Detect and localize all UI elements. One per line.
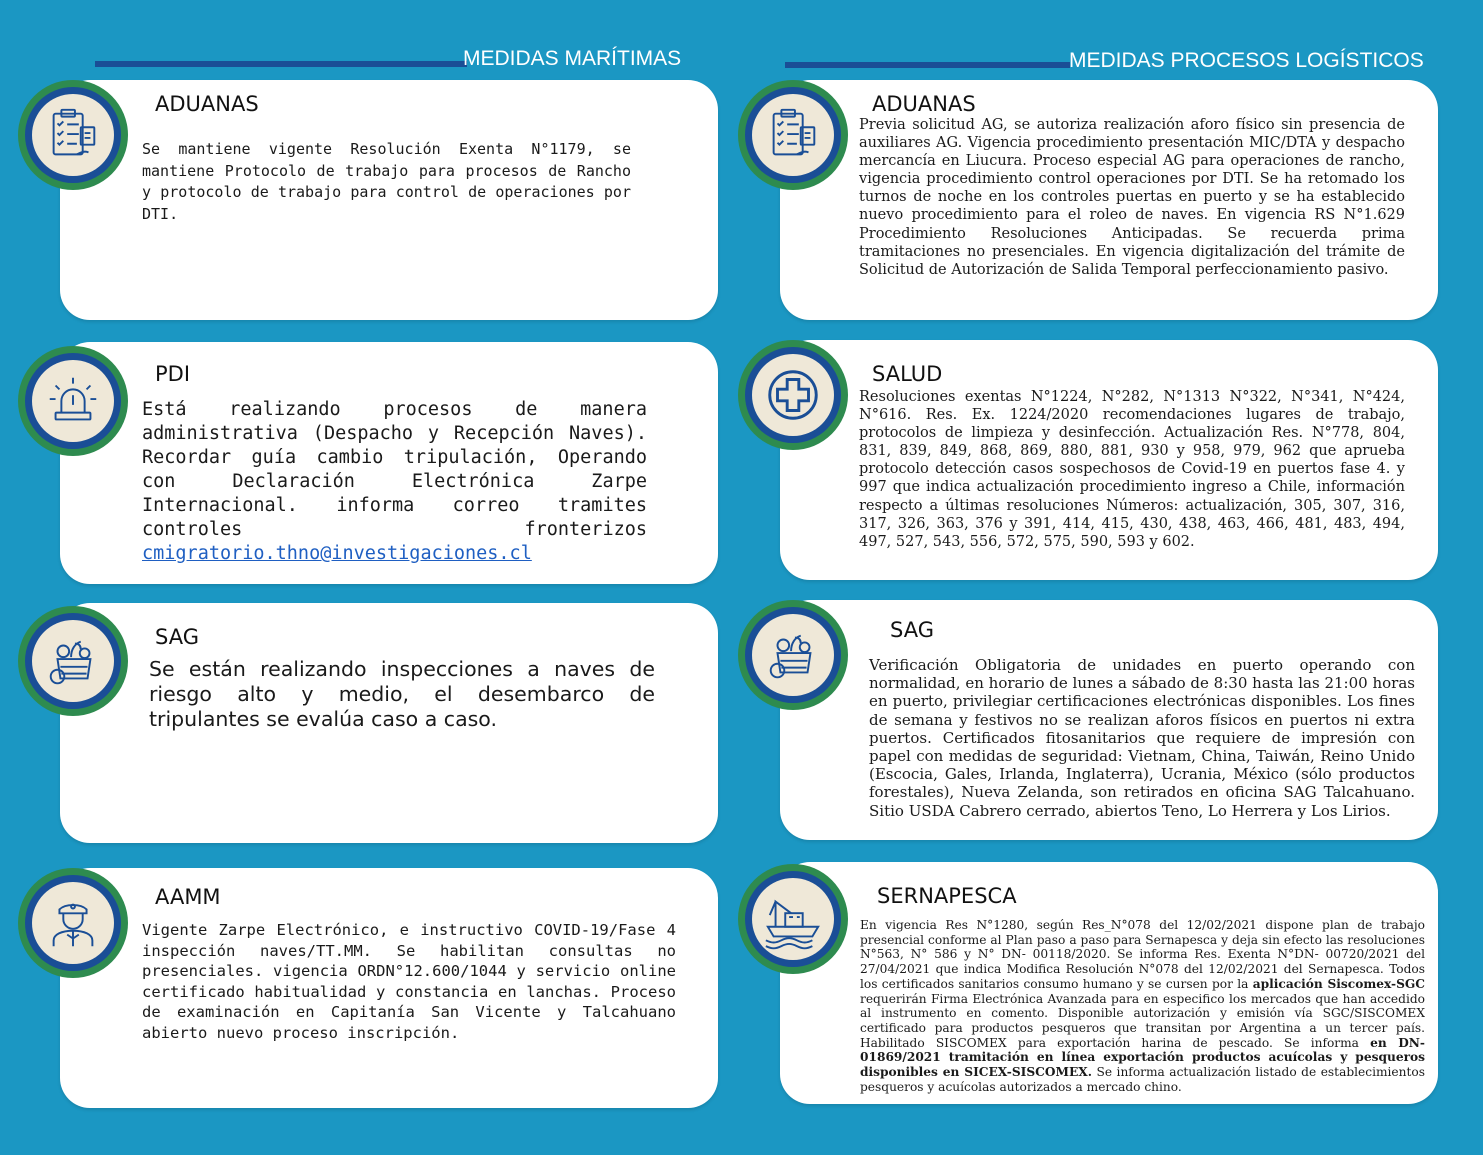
card-title: ADUANAS — [872, 92, 976, 116]
card-title: SAG — [890, 618, 934, 642]
header-title: MEDIDAS PROCESOS LOGÍSTICOS — [1069, 49, 1424, 72]
card-text: Se informa actualización listado de establecimientos pesqueros y acuícolas autorizados a mercado chino. — [860, 1065, 1425, 1094]
icon-badge — [738, 600, 848, 710]
icon-badge — [18, 346, 128, 456]
card-title: PDI — [155, 362, 191, 386]
card-title: SERNAPESCA — [877, 884, 1017, 908]
header-bar — [95, 61, 467, 67]
card-text: Previa solicitud AG, se autoriza realización aforo físico sin presencia de auxiliares AG. Vigencia procedimiento presentación MIC/DTA y despacho mercancía en Liucura. Proceso especial AG para operaciones de rancho, vigencia procedimiento control operaciones por DTI. Se ha retomado los turnos de noche en los controles puertas en puerto y se ha establecido nuevo procedimiento para el roleo de naves. En vigencia RS N°1.629 Procedimiento Resoluciones Anticipadas. Se recuerda prima tramitaciones no presenciales. En vigencia digitalización del trámite de Solicitud de Autorización de Salida Temporal perfeccionamiento pasivo. — [859, 117, 1405, 278]
icon-badge — [738, 80, 848, 190]
email-link[interactable]: cmigratorio.thno@investigaciones.cl — [142, 543, 532, 564]
medical-cross-icon — [762, 364, 824, 426]
card-text-bold: aplicación Siscomex-SGC — [1252, 976, 1425, 991]
icon-badge — [738, 340, 848, 450]
header-title: MEDIDAS MARÍTIMAS — [463, 47, 682, 70]
clipboard-checklist-icon — [762, 104, 824, 166]
card-text: Vigente Zarpe Electrónico, e instructivo COVID-19/Fase 4 inspección naves/TT.MM. Se habilitan consultas no presenciales. vigencia ORDN°12.600/1044 y servicio online certificado habitualidad y constancia en lanchas. Proceso de examinación en Capitanía San Vicente y Talcahuano abierto nuevo proceso inscripción. — [142, 921, 676, 1042]
naval-officer-icon — [42, 892, 104, 954]
card-text: Se están realizando inspecciones a naves de riesgo alto y medio, el desembarco de tripulantes se evalúa caso a caso. — [149, 657, 655, 731]
card-title: SALUD — [872, 362, 943, 386]
produce-basket-icon — [762, 624, 824, 686]
card-title: SAG — [155, 625, 199, 649]
siren-light-icon — [42, 370, 104, 432]
clipboard-checklist-icon — [42, 104, 104, 166]
card-title: AAMM — [155, 885, 221, 909]
card-text-block — [860, 918, 1425, 1094]
header-medidas-maritimas — [95, 44, 715, 84]
card-text: requerirán Firma Electrónica Avanzada para en especifico los mercados que han accedido al instrumento en comento. Disponible autorización y emisión vía SGC/SISCOMEX certificado para productos pesqueros que transitan por Argentina a un tercer país. Habilitado SISCOMEX para exportación harina de pescado. Se informa — [860, 991, 1425, 1050]
card-text: Verificación Obligatoria de unidades en puerto operando con normalidad, en horario de lunes a sábado de 8:30 hasta las 21:00 horas en puerto, privilegiar certificaciones electrónicas disponibles. Los fines de semana y festivos no se realizan aforos físicos en puertos ni extra puertos. Certificados fitosanitarios que requiere de impresión con papel con medidas de seguridad: Vietnam, China, Taiwán, Reino Unido (Escocia, Gales, Irlanda, Inglaterra), Ucrania, México (sólo productos forestales), Nueva Zelanda, son retirados en oficina SAG Talcahuano. Sitio USDA Cabrero cerrado, abiertos Teno, Lo Herrera y Los Lirios. — [869, 656, 1415, 820]
card-text: Resoluciones exentas N°1224, N°282, N°1313 N°322, N°341, N°424, N°616. Res. Ex. 1224/2020 recomendaciones lugares de trabajo, protocolos de limpieza y desinfección. Actualización Res. N°778, 804, 831, 839, 849, 868, 869, 880, 881, 930 y 958, 979, 962 que aprueba protocolo detección casos sospechosos de Covid-19 en puertos fase 4. y 997 que indica actualización procedimiento ingreso a Chile, información respecto a últimas resoluciones Números: actualización, 305, 307, 316, 317, 326, 363, 376 y 391, 414, 415, 430, 438, 463, 466, 481, 483, 494, 497, 527, 543, 556, 572, 575, 590, 593 y 602. — [859, 389, 1405, 550]
card-text: Se mantiene vigente Resolución Exenta N°1179, se mantiene Protocolo de trabajo para procesos de Rancho y protocolo de trabajo para control de operaciones por DTI. — [142, 140, 631, 223]
card-text-bold: en DN-01869/2021 tramitación en línea exportación productos acuícolas y pesqueros disponibles en SICEX-SISCOMEX. — [860, 1035, 1425, 1080]
icon-badge — [18, 606, 128, 716]
card-text: En vigencia Res N°1280, según Res_N°078 del 12/02/2021 dispone plan de trabajo presencial conforme al Plan paso a paso para Sernapesca y deja sin efecto las resoluciones N°563, N° 586 y N° DN- 00118/2020. Se informa Res. Exenta N°DN- 00720/2021 del 27/04/2021 que indica Modifica Resolución N°078 del 12/02/2021 del Sernapesca. Todos los certificados sanitarios consumo humano y se cursen por la — [860, 918, 1425, 991]
icon-badge — [738, 864, 848, 974]
card-text-block — [142, 398, 647, 566]
header-bar — [785, 62, 1070, 68]
icon-badge — [18, 868, 128, 978]
produce-basket-icon — [42, 630, 104, 692]
card-text: Está realizando procesos de manera administrativa (Despacho y Recepción Naves). Recordar guía cambio tripulación, Operando con Declaración Electrónica Zarpe Internacional. informa correo tramites controles fronterizos — [142, 399, 647, 540]
fishing-ship-icon — [762, 888, 824, 950]
card-title: ADUANAS — [155, 92, 259, 116]
icon-badge — [18, 80, 128, 190]
